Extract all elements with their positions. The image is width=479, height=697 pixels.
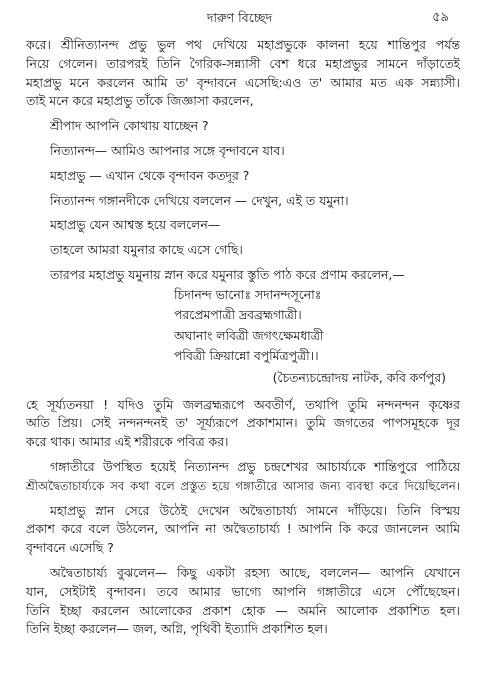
verse-line: পরপ্রেমপাত্রী দ্রবব্রহ্মগাত্রী। [174,307,302,323]
text-line: অতি প্রিয়। সেই নন্দনন্দনই ত' সূর্য্যরূপে প্রকাশমান। তুমি জগতের পাপসমূহকে দূর [26,415,460,431]
text-line: মহাপ্রভু স্নান সেরে উঠেই দেখেন অদ্বৈতাচার্য্য সামনে দাঁড়িয়ে। তিনি বিস্ময় [50,502,460,518]
text-line: তারপর মহাপ্রভু যমুনায় স্নান করে যমুনার স্তুতি পাঠ করে প্রণাম করলেন,— [50,266,405,282]
verse-line: অঘানাং লবিত্রী জগৎক্ষেমধাত্রী [174,327,324,343]
paragraph-5 [26,502,460,558]
paragraph-6 [26,564,460,639]
text-line: নিয়ে গেলেন। তারপরই তিনি গৈরিক-সন্ন্যাসী বেশ ধরে মহাপ্রভুর সামনে দাঁড়াতেই [26,55,460,71]
paragraph-3 [26,396,460,452]
text-line: করে থাক। আমার এই শরীরকে পবিত্র কর। [26,434,229,450]
text-line: যান, সেইটাই বৃন্দাবন। তবে আমার ভাগ্যে আপনি গঙ্গাতীরে এসে পৌঁছেছেন। [26,583,460,599]
dialogue-line: নিত্যানন্দ গঙ্গানদীকে দেখিয়ে বললেন — দেখুন, এই ত যমুনা। [50,192,349,208]
paragraph-2 [26,266,460,285]
running-title: দারুণ বিচ্ছেদ [206,10,273,25]
paragraph-1 [26,36,460,111]
text-line: প্রকাশ করে বলে উঠলেন, আপনি না অদ্বৈতাচার্য্য ! আপনি কি করে জানলেন আমি [26,521,460,537]
page-header [0,8,479,28]
text-line: শ্রীঅদ্বৈতাচার্য্যকে সব কথা বলে প্রস্তুত হয়ে গঙ্গাতীরে আসার জন্য ব্যবস্থা করে দিয়েছিলেন। [26,478,460,493]
text-line: তিনি ইচ্ছা করলেন— জল, অগ্নি, পৃথিবী ইত্যাদি প্রকাশিত হল। [26,621,328,637]
dialogue-line: তাহলে আমরা যমুনার কাছে এসে গেছি। [50,242,243,258]
text-line: বৃন্দাবনে এসেছি ? [26,540,114,556]
text-line: মহাপ্রভু মনে করলেন আমি ত' বৃন্দাবনে এসেছি:এও ত' আমার মত এক সন্ন্যাসী। [26,74,460,90]
text-line: করে। শ্রীনিত্যানন্দ প্রভু ভুল পথ দেখিয়ে মহাপ্রভুকে কালনা হয়ে শান্তিপুর পর্যন্ত [26,37,460,52]
dialogue-line: নিত্যানন্দ— আমিও আপনার সঙ্গে বৃন্দাবনে যাব। [50,142,285,158]
attribution-text: (চৈতন্যচন্দ্রোদয় নাটক, কবি কর্ণপুর) [272,369,446,385]
verse-attribution [26,369,460,388]
text-line: হে সূর্য্যতনয়া ! যদিও তুমি জলব্রহ্মরূপে অবতীর্ণ, তথাপি তুমি নন্দনন্দন কৃষ্ণের [26,396,460,412]
dialogue-line: মহাপ্রভু — এখান থেকে বৃন্দাবন কতদূর ? [50,167,250,183]
text-line: অদ্বৈতাচার্য্য বুঝলেন— কিছু একটা রহস্য আছে, বললেন— আপনি যেখানে [50,564,460,580]
dialogue-line: মহাপ্রভু যেন আশ্বস্ত হয়ে বললেন— [50,217,221,233]
text-line: তিনি ইচ্ছা করলেন আলোকের প্রকাশ হোক — অমনি আলোক প্রকাশিত হল। [26,602,460,618]
verse-line: চিদানন্দ ভানোঃ সদানন্দসূনোঃ [174,286,322,302]
text-line: গঙ্গাতীরে উপস্থিত হয়েই নিত্যানন্দ প্রভু চন্দ্রশেখর আচার্য্যকে শান্তিপুরে পাঠিয়ে [50,458,460,474]
verse-line: পবিত্রী ক্রিয়ান্নো বপুর্মিত্রপুত্রী।। [174,348,319,364]
page-body [26,36,460,639]
sanskrit-verse [26,285,460,367]
dialogue-line: শ্রীপাদ আপনি কোথায় যাচ্ছেন ? [50,118,209,134]
text-line: তাই মনে করে মহাপ্রভু তাঁকে জিজ্ঞাসা করলেন, [26,93,254,109]
dialogue-block [26,117,460,260]
page-number: ৫৯ [432,10,449,25]
paragraph-4 [26,458,460,496]
